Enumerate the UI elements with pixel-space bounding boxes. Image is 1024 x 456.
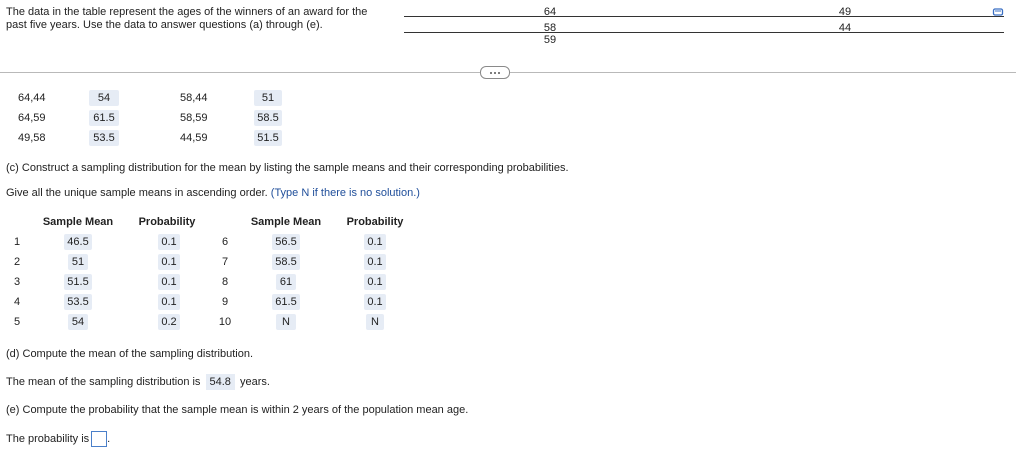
sample-pair: 64,44 bbox=[18, 92, 46, 104]
answer-prefix: The mean of the sampling distribution is bbox=[6, 376, 201, 388]
row-number: 6 bbox=[221, 236, 229, 248]
probability-value: 0.1 bbox=[364, 274, 386, 290]
sample-pair: 49,58 bbox=[18, 132, 46, 144]
age-cell: 44 bbox=[838, 22, 852, 34]
sample-mean-value: N bbox=[276, 314, 296, 330]
sample-mean-value: 61.5 bbox=[272, 294, 300, 310]
age-cell: 49 bbox=[838, 6, 852, 18]
hint-text: (Type N if there is no solution.) bbox=[270, 187, 420, 199]
probability-value: 0.1 bbox=[158, 254, 180, 270]
table-divider bbox=[404, 32, 1004, 33]
row-number: 9 bbox=[221, 296, 229, 308]
sample-mean-value: 54 bbox=[68, 314, 88, 330]
probability-value: 0.1 bbox=[364, 294, 386, 310]
age-cell: 64 bbox=[543, 6, 557, 18]
sample-mean-chip: 51.5 bbox=[254, 130, 282, 146]
sample-mean-value: 51 bbox=[68, 254, 88, 270]
row-number: 7 bbox=[221, 256, 229, 268]
probability-value: 0.1 bbox=[158, 294, 180, 310]
sample-pair: 58,59 bbox=[180, 112, 208, 124]
popout-icon[interactable] bbox=[992, 6, 1004, 18]
probability-value: 0.1 bbox=[364, 234, 386, 250]
sample-mean-value: 61 bbox=[276, 274, 296, 290]
sample-mean-chip: 54 bbox=[89, 90, 119, 106]
row-number: 3 bbox=[13, 276, 21, 288]
probability-value: 0.1 bbox=[158, 234, 180, 250]
intro-line-1: The data in the table represent the ages of the winners of an award for the bbox=[6, 6, 368, 18]
sample-mean-chip: 58.5 bbox=[254, 110, 282, 126]
sample-mean-value: 56.5 bbox=[272, 234, 300, 250]
sample-pair: 58,44 bbox=[180, 92, 208, 104]
answer-prefix: The probability is bbox=[6, 432, 90, 445]
sample-pair: 44,59 bbox=[180, 132, 208, 144]
header-probability: Probability bbox=[138, 216, 196, 228]
row-number: 4 bbox=[13, 296, 21, 308]
samples-col-2 bbox=[89, 90, 119, 146]
age-column-2 bbox=[830, 6, 860, 34]
sample-mean-chip: 51 bbox=[254, 90, 282, 106]
row-number: 10 bbox=[218, 316, 232, 328]
row-number: 2 bbox=[13, 256, 21, 268]
age-cell: 59 bbox=[543, 34, 557, 46]
intro-text bbox=[6, 6, 396, 32]
age-cell: 58 bbox=[543, 22, 557, 34]
sample-mean-value: 51.5 bbox=[64, 274, 92, 290]
header-sample-mean: Sample Mean bbox=[42, 216, 114, 228]
part-d-answer bbox=[6, 374, 270, 390]
probability-answer-input[interactable] bbox=[91, 431, 107, 447]
samples-col-1 bbox=[18, 90, 68, 146]
table-divider bbox=[404, 16, 1004, 17]
answer-suffix: . bbox=[107, 432, 111, 445]
sample-mean-chip: 53.5 bbox=[89, 130, 119, 146]
row-number: 8 bbox=[221, 276, 229, 288]
sample-mean-chip: 61.5 bbox=[89, 110, 119, 126]
part-c-prompt: (c) Construct a sampling distribution for the mean by listing the sample means and their corresponding probabilities. bbox=[6, 162, 569, 174]
part-e-prompt: (e) Compute the probability that the sample mean is within 2 years of the population mean age. bbox=[6, 404, 469, 416]
row-number: 5 bbox=[13, 316, 21, 328]
part-d-prompt: (d) Compute the mean of the sampling distribution. bbox=[6, 348, 254, 360]
probability-value: N bbox=[366, 314, 384, 330]
probability-value: 0.2 bbox=[158, 314, 180, 330]
probability-value: 0.1 bbox=[364, 254, 386, 270]
intro-line-2: past five years. Use the data to answer questions (a) through (e). bbox=[6, 19, 323, 31]
answer-suffix: years. bbox=[239, 376, 270, 388]
samples-col-3 bbox=[180, 90, 230, 146]
part-e-answer bbox=[6, 431, 110, 447]
header-sample-mean: Sample Mean bbox=[250, 216, 322, 228]
row-number: 1 bbox=[13, 236, 21, 248]
more-ellipsis-icon[interactable] bbox=[480, 66, 510, 79]
instruction-text: Give all the unique sample means in ascending order. bbox=[6, 187, 268, 199]
part-c-instruction bbox=[6, 187, 420, 199]
sample-pair: 64,59 bbox=[18, 112, 46, 124]
sample-mean-value: 53.5 bbox=[64, 294, 92, 310]
header-probability: Probability bbox=[346, 216, 404, 228]
age-column-1 bbox=[535, 6, 565, 46]
probability-value: 0.1 bbox=[158, 274, 180, 290]
mean-answer-value: 54.8 bbox=[206, 374, 235, 390]
sample-mean-value: 58.5 bbox=[272, 254, 300, 270]
sample-mean-value: 46.5 bbox=[64, 234, 92, 250]
samples-col-4 bbox=[254, 90, 282, 146]
